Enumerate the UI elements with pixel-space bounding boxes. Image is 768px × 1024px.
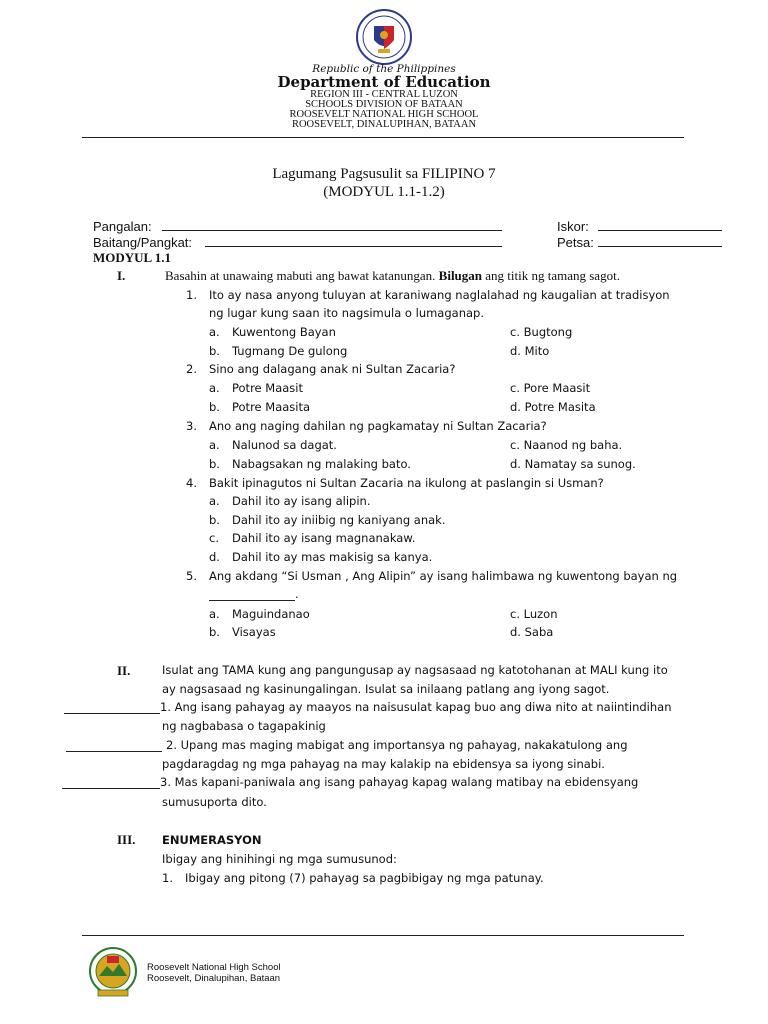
name-field[interactable] [162,230,502,231]
address-line: ROOSEVELT, DINALUPIHAN, BATAAN [291,119,477,130]
q5-choice-a-letter[interactable]: a. [209,607,220,621]
q2-choice-b-letter[interactable]: b. [209,400,220,414]
q1-choice-a[interactable]: Kuwentong Bayan [232,325,336,339]
part1-instruction-post: ang titik ng tamang sagot. [482,268,620,283]
question-1-text-cont: ng lugar kung saan ito nagsimula o lumaganap. [209,306,484,320]
question-2-number: 2. [186,362,197,376]
part3-item-1-number: 1. [162,871,173,885]
score-field[interactable] [598,230,722,231]
q5-choice-b[interactable]: Visayas [232,625,276,639]
q3-choice-b[interactable]: Nabagsakan ng malaking bato. [232,457,411,471]
part1-instruction-pre: Basahin at unawaing mabuti ang bawat katanungan. [165,268,439,283]
q5-choice-b-letter[interactable]: b. [209,625,220,639]
tf-item-3-line1: 3. Mas kapani-paniwala ang isang pahayag kapag walang matibay na ebidensyang [160,775,639,789]
q4-choice-b[interactable]: Dahil ito ay iniibig ng kaniyang anak. [232,513,446,527]
q3-choice-d[interactable]: d. Namatay sa sunog. [510,457,636,471]
part3-item-1-text: Ibigay ang pitong (7) pahayag sa pagbibigay ng mga patunay. [185,871,544,885]
part1-instruction-bold: Bilugan [438,268,483,283]
q2-choice-c[interactable]: c. Pore Maasit [510,381,591,395]
q4-choice-d-letter[interactable]: d. [209,550,220,564]
tf-item-2-line2: pagdaragdag ng mga pahayag na may kalakip na ebidensya sa iyong sinabi. [162,757,605,771]
exam-title: Lagumang Pagsusulit sa FILIPINO 7 [272,166,496,182]
tf-answer-blank-3[interactable] [62,788,160,789]
question-5-number: 5. [186,569,197,583]
tf-item-1-line2: ng nagbabasa o tagapakinig [162,719,326,733]
grade-label: Baitang/Pangkat: [93,235,193,250]
module-label: MODYUL 1.1 [93,250,171,265]
question-4-number: 4. [186,476,197,490]
q2-choice-b[interactable]: Potre Maasita [232,400,311,414]
question-1-number: 1. [186,288,197,302]
q1-choice-b-letter[interactable]: b. [209,344,220,358]
republic-line: Republic of the Philippines [312,63,456,75]
score-label: Iskor: [557,219,589,234]
school-seal-logo [88,946,138,1000]
part2-numeral: II. [117,663,131,678]
tf-item-3-line2: sumusuporta dito. [162,795,267,809]
q3-choice-a[interactable]: Nalunod sa dagat. [232,438,337,452]
q1-choice-d[interactable]: d. Mito [510,344,550,358]
question-1-text: Ito ay nasa anyong tuluyan at karaniwang naglalahad ng kaugalian at tradisyon [209,288,670,302]
department-name: Department of Education [277,73,491,91]
division-line: SCHOOLS DIVISION OF BATAAN [305,99,463,110]
q4-choice-a-letter[interactable]: a. [209,494,220,508]
q5-choice-a[interactable]: Maguindanao [232,607,310,621]
q5-choice-d[interactable]: d. Saba [510,625,554,639]
q4-choice-a[interactable]: Dahil ito ay isang alipin. [232,494,371,508]
region-line: REGION III - CENTRAL LUZON [310,89,458,100]
q2-choice-a[interactable]: Potre Maasit [232,381,303,395]
q1-choice-b[interactable]: Tugmang De gulong [232,344,348,358]
q2-choice-a-letter[interactable]: a. [209,381,220,395]
tf-item-1-line1: 1. Ang isang pahayag ay maayos na naisusulat kapag buo ang diwa nito at naiintindihan [160,700,672,714]
q3-choice-a-letter[interactable]: a. [209,438,220,452]
part1-instruction [165,268,620,284]
footer-school-name: Roosevelt National High School [147,962,281,973]
question-5-period: . [295,587,299,601]
tf-answer-blank-2[interactable] [66,751,162,752]
q3-choice-b-letter[interactable]: b. [209,457,220,471]
footer-divider [82,935,684,936]
part1-numeral: I. [117,268,126,283]
q4-choice-c[interactable]: Dahil ito ay isang magnanakaw. [232,531,416,545]
q5-choice-c[interactable]: c. Luzon [510,607,558,621]
grade-field[interactable] [205,246,502,247]
q4-choice-b-letter[interactable]: b. [209,513,220,527]
tf-answer-blank-1[interactable] [64,713,160,714]
footer-school-address: Roosevelt, Dinalupihan, Bataan [147,973,281,984]
part2-instruction-line1: Isulat ang TAMA kung ang pangungusap ay nagsasaad ng katotohanan at MALI kung ito [162,663,668,677]
school-line: ROOSEVELT NATIONAL HIGH SCHOOL [289,109,479,120]
question-4-text: Bakit ipinagutos ni Sultan Zacaria na ikulong at paslangin si Usman? [209,476,604,490]
q1-choice-a-letter[interactable]: a. [209,325,220,339]
q3-choice-c[interactable]: c. Naanod ng baha. [510,438,623,452]
question-2-text: Sino ang dalagang anak ni Sultan Zacaria? [209,362,456,376]
part2-instruction-line2: ay nagsasaad ng kasinungalingan. Isulat sa inilaang patlang ang iyong sagot. [162,682,610,696]
q2-choice-d[interactable]: d. Potre Masita [510,400,596,414]
question-5-text: Ang akdang “Si Usman , Ang Alipin” ay isang halimbawa ng kuwentong bayan ng [209,569,678,583]
part3-instruction: Ibigay ang hinihingi ng mga sumusunod: [162,852,397,866]
header-divider [82,137,684,138]
question-3-text: Ano ang naging dahilan ng pagkamatay ni Sultan Zacaria? [209,419,547,433]
tf-item-2-line1: 2. Upang mas maging mabigat ang importansya ng pahayag, nakakatulong ang [166,738,628,752]
date-field[interactable] [598,246,722,247]
exam-subtitle: (MODYUL 1.1-1.2) [323,184,445,200]
question-3-number: 3. [186,419,197,433]
q4-choice-c-letter[interactable]: c. [209,531,219,545]
question-5-blank[interactable] [209,600,295,601]
name-label: Pangalan: [93,219,152,234]
q1-choice-c[interactable]: c. Bugtong [510,325,573,339]
deped-seal-logo [352,8,416,66]
q4-choice-d[interactable]: Dahil ito ay mas makisig sa kanya. [232,550,433,564]
part3-heading: ENUMERASYON [162,833,262,847]
date-label: Petsa: [557,235,594,250]
part3-numeral: III. [117,832,136,847]
